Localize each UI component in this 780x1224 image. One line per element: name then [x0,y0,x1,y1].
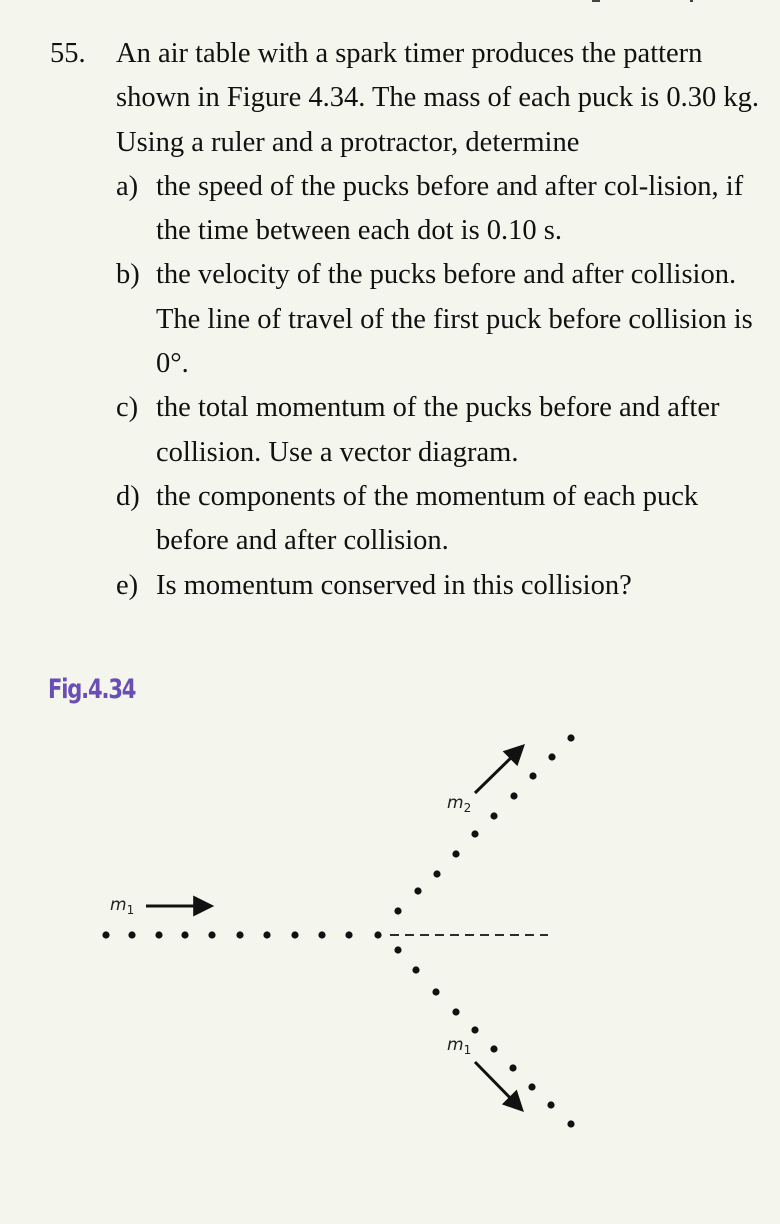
dot [471,1026,478,1033]
part-text: the speed of the pucks before and after col-lision, if the time between each dot is 0.10 s. [156,170,744,247]
dot [236,931,243,938]
part-text: Is momentum conserved in this collision? [156,569,632,601]
dot [263,931,270,938]
dot [567,1120,574,1127]
problem-55 [50,32,770,608]
m2-label: $m_2$ [447,793,472,815]
m2-dots [394,734,574,914]
dot [394,946,401,953]
dot [412,966,419,973]
dot [490,1045,497,1052]
dot [374,931,381,938]
dot [548,753,555,760]
part-a [50,165,770,254]
m1-incoming-label: $m_1$ [110,895,135,917]
dot [567,734,574,741]
dot [181,931,188,938]
dot [345,931,352,938]
part-c [50,386,770,475]
collision-figure [0,700,780,1170]
dot [510,792,517,799]
part-text: the velocity of the pucks before and after collision. The line of travel of the first puck before collision is 0°. [156,259,753,380]
dot [547,1101,554,1108]
m1-outgoing-label: $m_1$ [447,1035,472,1057]
dot [414,887,421,894]
part-label: a) [116,170,139,202]
top-edge-marks [0,0,780,6]
problem-stem: An air table with a spark timer produces the pattern shown in Figure 4.34. The mass of each puck is 0.30 kg. Using a ruler and a protractor, determine [116,38,760,158]
part-label: c) [116,392,139,424]
part-text: the total momentum of the pucks before and after collision. Use a vector diagram. [156,392,720,468]
dot [433,870,440,877]
dot [509,1064,516,1071]
problem-parts [50,165,770,608]
dot [452,850,459,857]
outgoing-m1-dots [394,946,574,1127]
dot [128,931,135,938]
dot [432,988,439,995]
part-text: the components of the momentum of each puck before and after collision. [156,480,699,557]
dot [291,931,298,938]
dot [471,830,478,837]
part-d [50,475,770,564]
dot [208,931,215,938]
part-label: e) [116,569,139,601]
dot [394,907,401,914]
dot [102,931,109,938]
dot [528,1083,535,1090]
part-label: d) [116,480,140,512]
incoming-m1-dots [102,931,381,938]
dot [490,812,497,819]
part-label: b) [116,259,140,291]
m2-arrow [475,747,522,793]
part-e [50,564,770,608]
dot [318,931,325,938]
dot [452,1008,459,1015]
problem-number: 55. [50,38,86,69]
dot [155,931,162,938]
dot [529,772,536,779]
figure-label: Fig.4.34 [48,674,136,705]
part-b [50,253,770,386]
